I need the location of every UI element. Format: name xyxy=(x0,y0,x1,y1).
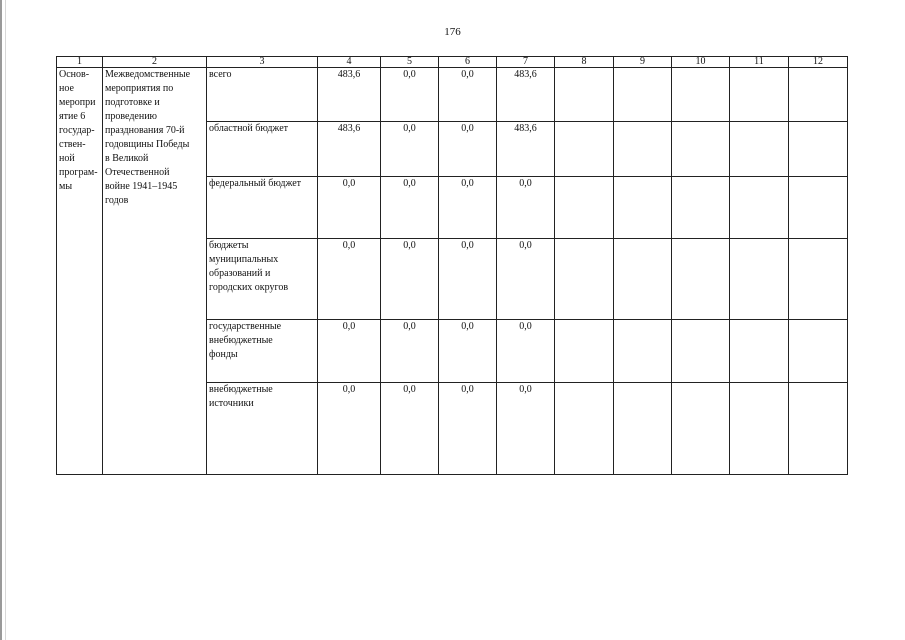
empty-cell xyxy=(614,320,672,383)
value-cell-col5: 0,0 xyxy=(381,239,439,320)
funding-source-line: фонды xyxy=(209,349,238,360)
activity-name-line: Межведомственные xyxy=(105,69,191,80)
empty-cell xyxy=(789,177,848,239)
value-cell-col7: 483,6 xyxy=(497,122,555,177)
funding-source-line: федеральный бюджет xyxy=(209,178,302,189)
value-cell-col7: 483,6 xyxy=(497,68,555,122)
activity-name-line: мероприятия по xyxy=(105,83,174,94)
empty-cell xyxy=(672,383,730,475)
funding-source-line: бюджеты xyxy=(209,240,249,251)
header-cell-7: 7 xyxy=(497,57,555,68)
funding-source-cell xyxy=(207,122,318,177)
value-cell-col5: 0,0 xyxy=(381,122,439,177)
activity-type-line: ной xyxy=(59,153,75,164)
value-cell-col4: 0,0 xyxy=(318,320,381,383)
value-cell-col5: 0,0 xyxy=(381,320,439,383)
activity-type-line: государ- xyxy=(59,125,95,136)
activity-name-line: проведению xyxy=(105,111,158,122)
page-number: 176 xyxy=(444,26,461,38)
value-cell-col7: 0,0 xyxy=(497,239,555,320)
funding-source-cell xyxy=(207,68,318,122)
page-edge-line xyxy=(0,0,2,640)
value-cell-col4: 483,6 xyxy=(318,122,381,177)
empty-cell xyxy=(614,239,672,320)
value-cell-col6: 0,0 xyxy=(439,383,497,475)
value-cell-col6: 0,0 xyxy=(439,320,497,383)
header-row xyxy=(57,57,848,68)
activity-type-cell xyxy=(57,68,103,475)
activity-name-cell xyxy=(103,68,207,475)
empty-cell xyxy=(555,239,614,320)
funding-source-line: областной бюджет xyxy=(209,123,289,134)
value-cell-col4: 0,0 xyxy=(318,239,381,320)
empty-cell xyxy=(672,122,730,177)
activity-type-line: ное xyxy=(59,83,74,94)
funding-source-line: источники xyxy=(209,398,254,409)
empty-cell xyxy=(555,383,614,475)
activity-name-line: в Великой xyxy=(105,153,149,164)
header-cell-9: 9 xyxy=(614,57,672,68)
header-cell-4: 4 xyxy=(318,57,381,68)
empty-cell xyxy=(730,122,789,177)
header-cell-5: 5 xyxy=(381,57,439,68)
empty-cell xyxy=(614,68,672,122)
activity-type-line: ствен- xyxy=(59,139,86,150)
empty-cell xyxy=(789,320,848,383)
empty-cell xyxy=(614,177,672,239)
empty-cell xyxy=(789,239,848,320)
funding-source-cell xyxy=(207,239,318,320)
activity-name-line: подготовке и xyxy=(105,97,160,108)
funding-source-line: муниципальных xyxy=(209,254,279,265)
activity-name-line: празднования 70-й xyxy=(105,125,185,136)
funding-source-line: образований и xyxy=(209,268,271,279)
funding-source-line: всего xyxy=(209,69,232,80)
activity-type-line: Основ- xyxy=(59,69,90,80)
activity-name-line: годовщины Победы xyxy=(105,139,190,150)
empty-cell xyxy=(672,68,730,122)
activity-type-line: меропри xyxy=(59,97,96,108)
activity-name-line: войне 1941–1945 xyxy=(105,181,178,192)
header-cell-8: 8 xyxy=(555,57,614,68)
empty-cell xyxy=(789,68,848,122)
budget-table xyxy=(56,56,848,475)
empty-cell xyxy=(730,320,789,383)
activity-type-line: програм- xyxy=(59,167,98,178)
value-cell-col7: 0,0 xyxy=(497,383,555,475)
header-cell-11: 11 xyxy=(730,57,789,68)
empty-cell xyxy=(730,177,789,239)
empty-cell xyxy=(555,320,614,383)
activity-type-line: ятие 6 xyxy=(59,111,86,122)
empty-cell xyxy=(614,122,672,177)
value-cell-col7: 0,0 xyxy=(497,320,555,383)
funding-source-cell xyxy=(207,383,318,475)
header-cell-3: 3 xyxy=(207,57,318,68)
funding-source-cell xyxy=(207,320,318,383)
empty-cell xyxy=(789,383,848,475)
empty-cell xyxy=(555,68,614,122)
value-cell-col5: 0,0 xyxy=(381,383,439,475)
header-cell-10: 10 xyxy=(672,57,730,68)
header-cell-2: 2 xyxy=(103,57,207,68)
empty-cell xyxy=(789,122,848,177)
value-cell-col4: 0,0 xyxy=(318,383,381,475)
funding-source-line: внебюджетные xyxy=(209,335,273,346)
value-cell-col4: 0,0 xyxy=(318,177,381,239)
activity-name-line: Отечественной xyxy=(105,167,170,178)
empty-cell xyxy=(730,68,789,122)
empty-cell xyxy=(672,239,730,320)
table-row xyxy=(57,68,848,122)
page-edge-line-inner xyxy=(5,0,6,640)
empty-cell xyxy=(555,177,614,239)
value-cell-col6: 0,0 xyxy=(439,177,497,239)
value-cell-col6: 0,0 xyxy=(439,122,497,177)
funding-source-cell xyxy=(207,177,318,239)
value-cell-col7: 0,0 xyxy=(497,177,555,239)
empty-cell xyxy=(672,177,730,239)
header-cell-12: 12 xyxy=(789,57,848,68)
value-cell-col6: 0,0 xyxy=(439,68,497,122)
funding-source-line: государственные xyxy=(209,321,282,332)
empty-cell xyxy=(730,383,789,475)
activity-type-line: мы xyxy=(59,181,73,192)
empty-cell xyxy=(730,239,789,320)
empty-cell xyxy=(614,383,672,475)
header-cell-6: 6 xyxy=(439,57,497,68)
header-cell-1: 1 xyxy=(57,57,103,68)
value-cell-col6: 0,0 xyxy=(439,239,497,320)
funding-source-line: внебюджетные xyxy=(209,384,273,395)
funding-source-line: городских округов xyxy=(209,282,289,293)
value-cell-col5: 0,0 xyxy=(381,68,439,122)
value-cell-col4: 483,6 xyxy=(318,68,381,122)
empty-cell xyxy=(672,320,730,383)
value-cell-col5: 0,0 xyxy=(381,177,439,239)
empty-cell xyxy=(555,122,614,177)
activity-name-line: годов xyxy=(105,195,129,206)
